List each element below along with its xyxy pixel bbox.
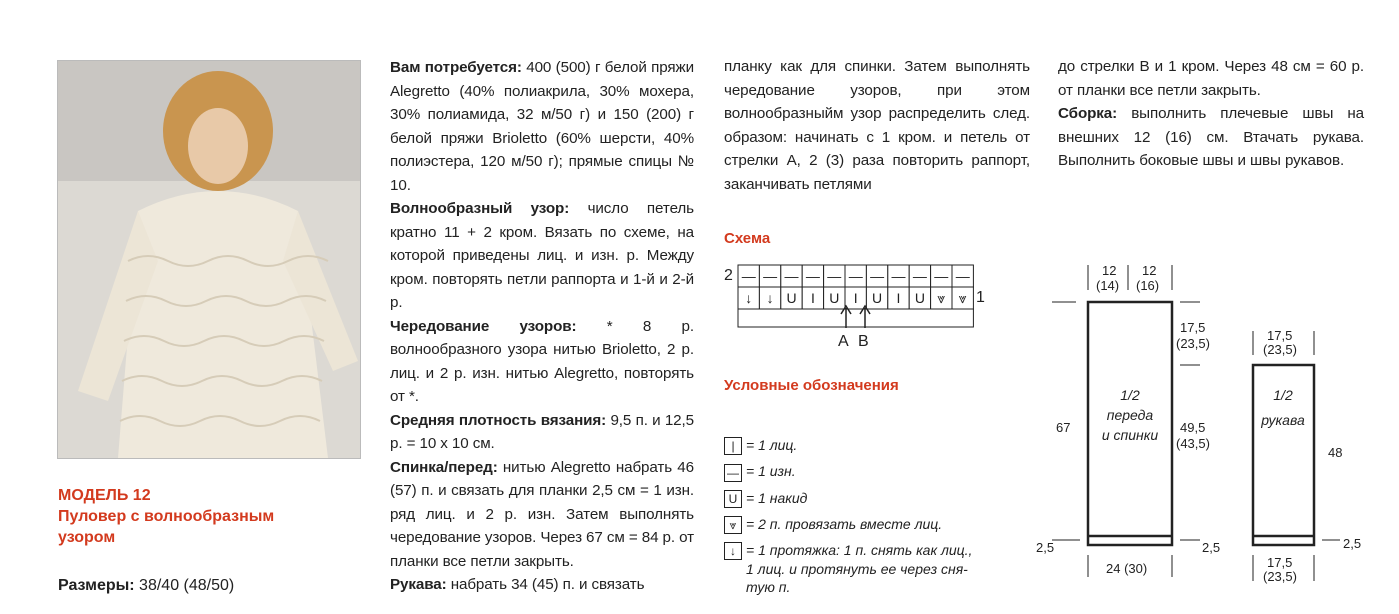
legend-item-slip-line2: 1 лиц. и протянуть ее через сня- — [746, 561, 968, 578]
back-text: нитью Alegretto набрать 46 (57) п. и связать для планки 2,5 см = 1 изн. ряд лиц. и 2 р. изн. Затем выполнять чередование узоров. Через 67 см = 84 р. от планки все петли закрыть. — [390, 458, 694, 570]
column2-text: планку как для спинки. Затем выполнять чередование узоров, при этом волнообразныйм узор распределить след. образом: начинать с 1 кром. и петель от стрелки А, 2 (3) раза повторить раппорт, заканчивать петлями — [724, 58, 1030, 193]
chart-cell-symbol: — — [912, 268, 927, 284]
legend-item-label: = 1 накид — [746, 489, 808, 506]
materials-text: 400 (500) г белой пряжи Alegretto (40% полиакрила, 30% мохера, 30% полиамида, 32 м/50 г) и 150 (200) г белой пряжи Brioletto (60% шерсти, 40% полиэстера, 120 м/50 г); прямые спицы № 10. — [390, 59, 694, 194]
dim-49-5: 49,5 — [1180, 420, 1206, 435]
k2tog-icon: ⩔ — [724, 516, 742, 534]
chart-cell-symbol: — — [891, 268, 906, 284]
assembly-paragraph — [1058, 102, 1364, 173]
dim-23-5-sleeve-top: (23,5) — [1263, 342, 1297, 357]
chart-cell-symbol: U — [872, 290, 883, 306]
alternation-text: * 8 р. волнообразного узора нитью Brioletto, 2 р. лиц. и 2 р. изн. нитью Alegretto, повторять от *. — [390, 317, 694, 405]
sleeves-label: Рукава: — [390, 576, 447, 593]
density-text: 9,5 п. и 12,5 р. = 10 х 10 см. — [390, 411, 694, 452]
dim-12-b: 12 — [1142, 263, 1157, 278]
dim-24-30: 24 (30) — [1106, 561, 1148, 576]
dim-67: 67 — [1056, 420, 1071, 435]
knit-stitch-icon: | — [724, 437, 742, 455]
sizes-value: 38/40 (48/50) — [134, 577, 235, 594]
dim-2-5-sleeve: 2,5 — [1343, 536, 1362, 551]
dim-23-5-sleeve-bottom: (23,5) — [1263, 569, 1297, 584]
dim-48: 48 — [1328, 445, 1343, 460]
wave-text: число петель кратно 11 + 2 кром. Вязать по схеме, на которой приведены лиц. и изн. р. Между кром. повторять петли раппорта и 1-й и 2-й р. — [390, 200, 694, 311]
chart-cell-symbol: — — [870, 268, 885, 284]
model-subtitle-line2: узором — [58, 529, 116, 546]
chart-cell-symbol: U — [914, 290, 925, 306]
instructions-column-2 — [724, 55, 1030, 196]
dim-14: (14) — [1096, 278, 1120, 293]
legend-item-slip — [724, 541, 1044, 560]
chart-cell-symbol: U — [829, 290, 840, 306]
model-photo-illustration — [58, 61, 360, 458]
sleeve-label-1: 1/2 — [1273, 387, 1293, 403]
column4-text: до стрелки В и 1 кром. Через 48 см = 60 р. от планки все петли закрыть. — [1058, 58, 1364, 99]
chart-cell-symbol: — — [805, 268, 820, 284]
materials-paragraph — [390, 56, 694, 197]
legend-item-purl — [724, 462, 1044, 481]
dim-12-a: 12 — [1102, 263, 1117, 278]
chart-cell-symbol: ↓ — [745, 290, 753, 306]
chart-cell-symbol: — — [763, 268, 778, 284]
front-label-3: и спинки — [1101, 427, 1159, 443]
arrow-b-label: B — [858, 333, 869, 350]
legend-item-knit — [724, 436, 1044, 455]
back-paragraph — [390, 456, 694, 574]
model-title: МОДЕЛЬ 12 — [58, 487, 151, 504]
sizes-label: Размеры: — [58, 577, 135, 594]
scheme-title: Схема — [724, 230, 771, 247]
legend-item-label: = 2 п. провязать вместе лиц. — [746, 515, 943, 532]
density-paragraph — [390, 409, 694, 456]
dim-17-5-sleeve-top: 17,5 — [1267, 328, 1293, 343]
chart-cell-symbol: I — [853, 290, 858, 306]
chart-cell-symbol: U — [786, 290, 797, 306]
legend-item-label: = 1 изн. — [746, 463, 796, 480]
legend-item-slip-line3: тую п. — [746, 579, 791, 596]
sleeve-label-2: рукава — [1261, 412, 1305, 428]
legend-item-label: = 1 лиц. — [746, 437, 798, 453]
legend-title: Условные обозначения — [724, 377, 899, 394]
arrow-a-label: A — [838, 333, 849, 350]
chart-grid — [738, 265, 973, 327]
back-label: Спинка/перед: — [390, 458, 498, 476]
dim-2-5-left: 2,5 — [1036, 540, 1055, 555]
dim-17-5-sleeve-bottom: 17,5 — [1267, 555, 1293, 570]
chart-row1-label: 1 — [976, 289, 985, 306]
legend-list — [724, 436, 1044, 596]
dim-23-5-a: (23,5) — [1176, 336, 1210, 351]
chart-base-row — [738, 309, 973, 327]
legend-item-label: = 1 протяжка: 1 п. снять как лиц., — [746, 542, 973, 559]
chart-cell-symbol: — — [848, 268, 863, 284]
chart-cell-symbol: — — [827, 268, 842, 284]
wave-label: Волнообразный узор: — [390, 200, 570, 217]
chart-cell-symbol: ↓ — [766, 290, 774, 306]
alternation-paragraph — [390, 315, 694, 409]
assembly-label: Сборка: — [1058, 105, 1118, 122]
chart-cell-symbol: I — [810, 290, 815, 306]
dim-16: (16) — [1136, 278, 1160, 293]
chart-cell-symbol: — — [741, 268, 756, 284]
sleeves-paragraph — [390, 573, 694, 597]
knitting-chart — [724, 260, 994, 350]
legend-item-k2tog — [724, 515, 1044, 534]
model-photo — [57, 60, 361, 459]
chart-cell-symbol: — — [934, 268, 949, 284]
slip-stitch-icon: ↓ — [724, 542, 742, 560]
front-label-1: 1/2 — [1120, 387, 1140, 403]
sleeves-text: набрать 34 (45) п. и связать — [446, 576, 645, 593]
legend-item-yarn-over — [724, 489, 1044, 508]
chart-cell-symbol: — — [784, 268, 799, 284]
chart-row2-label: 2 — [724, 267, 733, 284]
assembly-text: выполнить плечевые швы на внешних 12 (16) см. Втачать рукава. Выполнить боковые швы и швы рукавов. — [1058, 105, 1364, 169]
front-back-outline — [1088, 302, 1172, 545]
front-label-2: переда — [1106, 407, 1154, 423]
model-subtitle-line1: Пуловер с волнообразным — [58, 508, 275, 525]
density-label: Средняя плотность вязания: — [390, 411, 607, 429]
yarn-over-icon: U — [724, 490, 742, 508]
dim-2-5-right: 2,5 — [1202, 540, 1221, 555]
alternation-label: Чередование узоров: — [390, 317, 577, 335]
instructions-column-4 — [1058, 55, 1364, 173]
pattern-diagram — [1030, 255, 1399, 595]
sizes-line — [58, 577, 234, 595]
chart-cell-symbol: — — [955, 268, 970, 284]
dim-43-5: (43,5) — [1176, 436, 1210, 451]
chart-cell-symbol: I — [896, 290, 901, 306]
sleeve-piece — [1253, 331, 1343, 581]
dim-17-5-a: 17,5 — [1180, 320, 1206, 335]
chart-cell-symbol: ⩔ — [958, 290, 967, 306]
wave-paragraph — [390, 197, 694, 315]
model-title-block — [58, 485, 358, 548]
instructions-column-1 — [390, 56, 694, 597]
chart-cell-symbol: ⩔ — [937, 290, 946, 306]
purl-stitch-icon: — — [724, 464, 742, 482]
materials-label: Вам потребуется: — [390, 59, 522, 76]
